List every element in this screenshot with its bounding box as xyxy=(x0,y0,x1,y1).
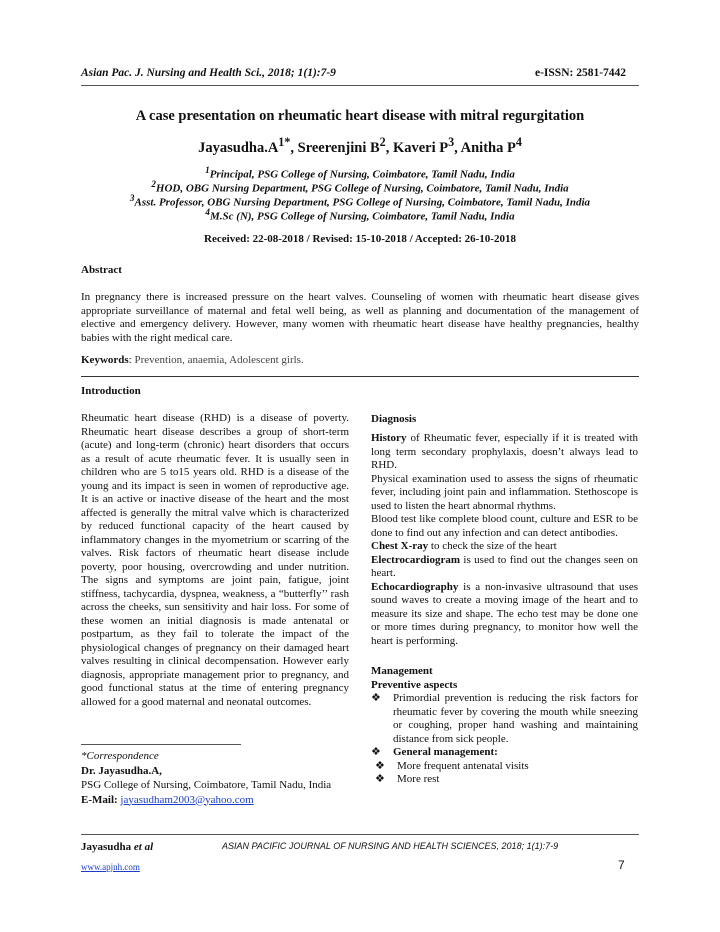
bullet-glyph: ❖ xyxy=(371,692,381,704)
bullet-item xyxy=(371,773,638,787)
header-rule xyxy=(81,85,639,86)
author-list xyxy=(0,135,720,157)
article-dates: Received: 22-08-2018 / Revised: 15-10-2018 / Accepted: 26-10-2018 xyxy=(204,233,516,245)
author-sep: , xyxy=(290,139,298,156)
bullet-item xyxy=(371,760,638,774)
history-text: of Rheumatic fever, especially if it is treated with long term secondary prophylaxis, doesn’t always lead to RHD. xyxy=(371,432,638,471)
preventive-heading: Preventive aspects xyxy=(371,679,458,691)
diagnosis-blood: Blood test like complete blood count, culture and ESR to be done to find out any infection and can detect antibodies. xyxy=(371,513,638,539)
right-column xyxy=(371,412,638,787)
diagnosis-history xyxy=(371,432,638,473)
diagnosis-physical: Physical examination used to assess the signs of rheumatic fever, including joint pain and inflammation. Stethoscope is used to listen the heart abnormal rhythms. xyxy=(371,472,638,512)
bullet-text: Primordial prevention is reducing the risk factors for rheumatic fever by covering the mouth while sneezing or coughing, proper hand washing and maintaining distance from sick people. xyxy=(393,692,638,745)
footer-journal: ASIAN PACIFIC JOURNAL OF NURSING AND HEALTH SCIENCES, 2018; 1(1):7-9 xyxy=(222,841,559,851)
keywords-value: Prevention, anaemia, Adolescent girls. xyxy=(134,354,304,366)
diagnosis-echo xyxy=(371,581,638,649)
keywords: Keywords: Prevention, anaemia, Adolescent girls. xyxy=(81,354,304,366)
abstract-heading: Abstract xyxy=(81,264,122,276)
bullet-glyph: ❖ xyxy=(375,759,385,772)
affil-sup: 1 xyxy=(205,165,210,175)
author-name: Jayasudha.A xyxy=(198,139,279,156)
ecg-text: is used to find out the changes seen on heart. xyxy=(371,553,638,579)
introduction-text: Rheumatic heart disease (RHD) is a disease of poverty. Rheumatic heart disease describes a group of short-term (acute) and long-term (chronic) heart disorders that occurs as a result of acute rheumatic fever. It is usually seen in children who are 5 to15 years old. RHD is a disease of the young and its impact is seen in women of reproductive age. It is an active or inactive disease of the heart and the most affected is generally the mitral valve which is characterized by reduced functional capacity of the heart caused by inflammatory changes in the myometrium or scarring of the valves. Risk factors of rheumatic heart disease include poverty, poor housing, overcrowding and under nutrition. The signs and symptoms are joint pain, fatigue, joint stiffness, tachycardia, dyspnea, weakness, a “butterfly’’ rash across the cheeks, sun sensitivity and hair loss. For some of these women an initial diagnosis is made antenatal or postpartum, as they fail to tolerate the impact of the physiological changes of pregnancy on their damaged heart valves resulting in clinical decompensation. However early diagnosis, appropriate management prior to pregnancy, and good functional status at the time of entering pregnancy allowed for a good maternal and neonatal outcomes. xyxy=(81,412,349,708)
affil-sup: 3 xyxy=(129,193,135,203)
xray-label: Chest X-ray xyxy=(371,540,429,552)
affil-text: Principal, PSG College of Nursing, Coimbatore, Tamil Nadu, India xyxy=(209,168,515,181)
affil-text: M.Sc (N), PSG College of Nursing, Coimbatore, Tamil Nadu, India xyxy=(210,210,515,223)
bullet-general xyxy=(371,746,638,760)
affil-sup: 4 xyxy=(205,207,210,217)
diagnosis-xray xyxy=(371,540,638,554)
website-link[interactable]: www.apjnh.com xyxy=(81,862,140,872)
bullet-text: More frequent antenatal visits xyxy=(397,759,529,772)
bullet-text: More rest xyxy=(397,773,440,785)
author-sep: , xyxy=(385,139,393,156)
footnote-rule xyxy=(81,744,241,745)
footer-author-name: Jayasudha xyxy=(81,841,134,853)
author-sup: 1* xyxy=(278,135,291,149)
email-link[interactable]: jayasudham2003@yahoo.com xyxy=(120,793,254,806)
author-sep: , xyxy=(454,139,461,156)
echo-label: Echocardiography xyxy=(371,580,459,593)
correspondence xyxy=(81,749,349,807)
keywords-label: Keywords xyxy=(81,354,129,366)
diagnosis-ecg xyxy=(371,554,638,581)
introduction-heading: Introduction xyxy=(81,385,141,397)
page-number: 7 xyxy=(618,858,625,872)
abstract-text: In pregnancy there is increased pressure on the heart valves. Counseling of women with rheumatic heart disease gives appropriate surveillance of maternal and fetal well being, as well as planning and documentation of the management of elective and emergency delivery. However, many women with rheumatic heart disease have healthy pregnancies, healthy babies with the right medical care. xyxy=(81,291,639,344)
affil-text: Asst. Professor, OBG Nursing Department, PSG College of Nursing, Coimbatore, Tamil Nadu, India xyxy=(134,196,591,209)
section-rule xyxy=(81,376,639,377)
echo-text: is a non-invasive ultrasound that uses sound waves to create a moving image of the heart and to measure its size and shape. The echo test may be done one or more times during pregnancy, to monitor how well the heart is performing. xyxy=(371,580,638,647)
affil-text: HOD, OBG Nursing Department, PSG College of Nursing, Coimbatore, Tamil Nadu, India xyxy=(155,182,569,195)
diagnosis-heading: Diagnosis xyxy=(371,413,417,425)
bullet-text: General management: xyxy=(393,746,498,758)
article-title: A case presentation on rheumatic heart disease with mitral regurgitation xyxy=(135,108,585,124)
footer-rule xyxy=(81,834,639,835)
email-label: E-Mail: xyxy=(81,793,121,806)
footer-author xyxy=(81,841,153,853)
ecg-label: Electrocardiogram xyxy=(371,553,460,566)
author-sup: 2 xyxy=(379,135,386,149)
correspondence-label: *Correspondence xyxy=(81,750,159,762)
affiliation xyxy=(0,207,720,223)
correspondence-name: Dr. Jayasudha.A, xyxy=(81,764,162,777)
footer-etal: et al xyxy=(133,841,154,853)
journal-citation: Asian Pac. J. Nursing and Health Sci., 2018; 1(1):7-9 xyxy=(81,67,336,79)
affil-sup: 2 xyxy=(151,179,156,189)
author-name: Kaveri P xyxy=(392,139,449,156)
author-name: Sreerenjini B xyxy=(297,139,380,156)
author-sup: 3 xyxy=(448,135,455,149)
bullet-primordial xyxy=(371,692,638,746)
bullet-glyph: ❖ xyxy=(371,746,381,758)
management-heading: Management xyxy=(371,665,433,677)
issn: e-ISSN: 2581-7442 xyxy=(535,67,627,79)
correspondence-address: PSG College of Nursing, Coimbatore, Tamil Nadu, India xyxy=(81,779,332,791)
history-label: History xyxy=(371,432,407,444)
xray-text: to check the size of the heart xyxy=(428,540,557,552)
author-sup: 4 xyxy=(515,135,522,149)
correspondence-email xyxy=(81,793,349,808)
author-name: Anitha P xyxy=(460,139,516,156)
bullet-glyph: ❖ xyxy=(375,773,385,785)
